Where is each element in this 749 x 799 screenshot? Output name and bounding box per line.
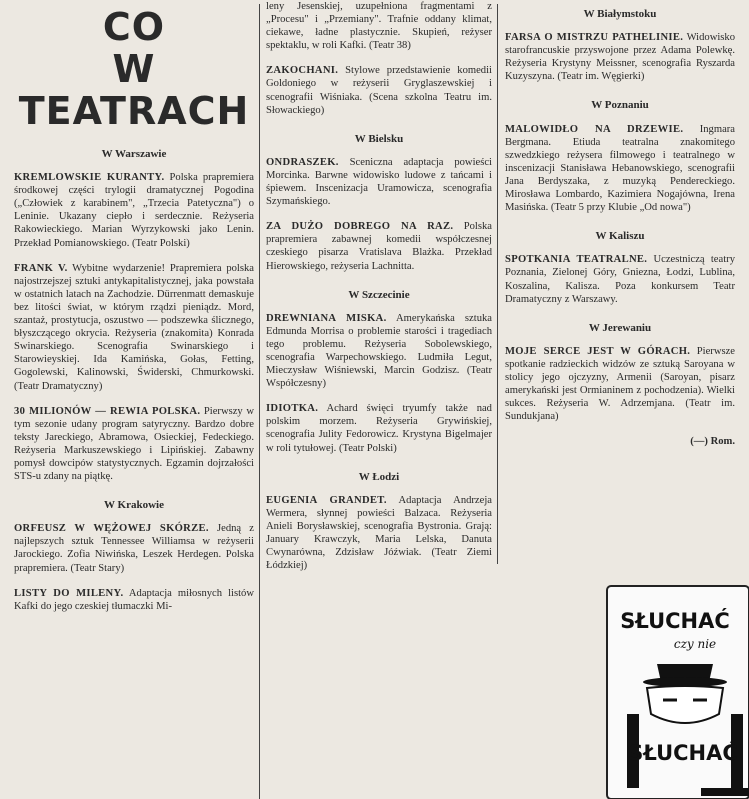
entry-text: Pierwszy w tym sezonie udany program satyryczny. Bardzo dobre teksty Jareckiego, Abramowa, Osieckiej, Fedeckiego. Reżyseria Markuszewskiego i Lipińskiej. Zabawny pomysł dowcipów statystycznych. Egzamin dojrzałości STS-u zdany na piątkę. (14, 405, 254, 483)
entry-text: leny Jesenskiej, uzupełniona fragmentami z „Procesu" i „Przemiany". Trafnie oddany klimat, ciekawe, ładne plastycznie. Skupień, reżyser spektaklu, w roli Kafki. (Teatr 38) (266, 1, 492, 52)
entry-text: Jedną z najlepszych sztuk Tennessee Williamsa w reżyserii Jarockiego. Zofia Niwińska, Leszek Herdegen. Polska prapremiera. (Teatr Stary) (14, 523, 254, 574)
cartoon-text-top: SŁUCHAĆ (620, 609, 730, 633)
entry-text: Achard święci tryumfy także nad polskim morzem. Reżyseria Grywińskiej, scenografia Julity Fedorowicz. Krystyna Bigelmajer w roli tytułowej. (Teatr Polski) (266, 403, 492, 454)
entry-text: Adaptacja Andrzeja Wermera, słynnej powieści Balzaca. Reżyseria Anieli Borysławskiej, scenografia Bystronia. Grają: January Krawczyk, Maria Lelska, Danuta Cwynarówna, Zdzisław Jóźwiak. (Teatr Ziemi Łódzkiej) (266, 494, 492, 572)
theatre-entry (505, 345, 735, 424)
cartoon-text-bottom: SŁUCHAĆ (628, 741, 738, 765)
city-heading: W Szczecinie (348, 288, 410, 301)
theatre-entry (14, 171, 254, 250)
entry-text: Ingmara Bergmana. Etiuda teatralna znakomitego szwedzkiego reżysera filmowego i teatralnego w inscenizacji Stanisława Hebanowskiego, scenografii Jana Berdyszaka, z muzyką Pendereckiego. Mirosława Lombardo, Kazimiera Nogajówna, Irena Masińska. (Teatr 5 przy Klubie „Od nowa") (505, 123, 735, 214)
play-title: MOJE SERCE JEST W GÓRACH. (505, 345, 691, 357)
entry-text: Polska prapremiera środkowej części trylogii dramatycznej Pogodina („Człowiek z karabinem", „Trzecia Patetyczna") o Leninie. Ukazany ciepło i serdecznie. Reżyseria Rakowieckiego. Marian Wyrzykowski jako Lenin. Przekład Pomianowskiego. (Teatr Polski) (14, 172, 255, 249)
city-heading: W Jerewaniu (588, 321, 652, 334)
entry-text: Wybitne wydarzenie! Prapremiera polska najostrzejszej sztuki antykapitalistycznej, jaka powstała w ostatnich latach na Zachodzie. Dürrenmatt demaskuje bez litości świat, w którym rządzi pieniądz. Mord, szantaż, prostytucja, oszustwo — podszewka ślicznego, błyszczącego okrycia. Reżyseria (znakomita) Konrada Swinarskiego. Scenografia Swinarskiego i Starowieyskiej. Ida Kamińska, Gołas, Fetting, Gogolewski, Kalinowski, Świderski, Chmurkowski. (Teatr Dramatyczny) (14, 262, 254, 392)
city-heading: W Poznaniu (591, 99, 649, 112)
column-rule-1 (259, 4, 260, 799)
play-title: FRANK V. (14, 262, 68, 274)
city-heading: W Krakowie (104, 499, 164, 512)
play-title: IDIOTKA. (266, 403, 319, 415)
theatre-entry (505, 123, 735, 215)
column-rule-2 (497, 4, 498, 564)
theatre-entry (266, 402, 492, 454)
page-title (14, 6, 254, 132)
theatre-entry (14, 405, 254, 484)
author-signature: (—) Rom. (690, 436, 735, 448)
theatre-entry (266, 64, 492, 116)
play-title: MALOWIDŁO NA DRZEWIE. (505, 123, 684, 135)
entry-text: Polska prapremiera zabawnej komedii współczesnej czeskiego pisarza Vratislava Blażka. Przekład Hierowskiego, reżyseria Lachnitta. (266, 221, 492, 272)
play-title: DREWNIANA MISKA. (266, 312, 387, 324)
cartoon-base (701, 788, 749, 796)
city-heading: W Bielsku (354, 132, 404, 145)
play-title: ONDRASZEK. (266, 156, 339, 168)
column-2 (266, 0, 492, 584)
cartoon-text-mid: czy nie (673, 637, 717, 651)
play-title: ZAKOCHANI. (266, 65, 339, 77)
theatre-entry (14, 522, 254, 574)
city-heading: W Warszawie (101, 148, 167, 160)
title-line-2: W TEATRACH (18, 47, 250, 133)
theatre-entry (266, 156, 492, 208)
play-title: 30 MILIONÓW — REWIA POLSKA. (14, 405, 201, 417)
theatre-entry (14, 262, 254, 393)
entry-text: Widowisko starofrancuskie przyswojone przez Adama Polewkę. Reżyseria Krystyny Meissner, scenografia Ryszarda Kuzyszyna. (Teatr im. Węgierki) (505, 32, 735, 83)
play-title: ORFEUSZ W WĘŻOWEJ SKÓRZE. (14, 523, 209, 535)
theatre-entry (14, 587, 254, 613)
entry-text: Adaptacja miłosnych listów Kafki do jego czeskiej tłumaczki Mi- (14, 587, 254, 612)
play-title: ZA DUŻO DOBREGO NA RAZ. (266, 221, 454, 233)
column-3 (505, 0, 735, 448)
theatre-entry (266, 220, 492, 272)
theatre-entry (266, 0, 492, 52)
theatre-entry (505, 253, 735, 305)
theatre-entry (505, 31, 735, 83)
city-heading: W Kaliszu (595, 230, 645, 243)
play-title: SPOTKANIA TEATRALNE. (505, 254, 648, 266)
entry-text: Pierwsze spotkanie radzieckich widzów ze sztuką Saroyana w stolicy jego ojczyzny, Armenii (Saroyan, pisarz amerykański jest Ormianinem z pochodzenia). Wielki sukces. Reżyseria W. Adrzemjana. (Teatr im. Sundukjana) (505, 345, 735, 423)
entry-text: Stylowe przedstawienie komedii Goldoniego w reżyserii Gryglaszewskiej i scenografii Wiśniaka. (Scena szkolna Teatru im. Słowackiego) (266, 65, 492, 116)
play-title: LISTY DO MILENY. (14, 587, 124, 599)
theatre-entry (266, 494, 492, 573)
play-title: EUGENIA GRANDET. (266, 494, 387, 506)
city-heading: W Białymstoku (583, 8, 657, 20)
play-title: FARSA O MISTRZU PATHELINIE. (505, 32, 684, 44)
play-title: KREMLOWSKIE KURANTY. (14, 172, 165, 184)
theatre-entry (266, 312, 492, 391)
entry-text: Amerykańska sztuka Edmunda Morrisa o problemie starości i tragediach tego problemu. Reżyseria Sobolewskiego, scenografia Warpechowskiego. Ludmiła Legut, Mieczysław Wiśniewski, Marcin Godzisz. (Teatr Współczesny) (266, 312, 492, 390)
title-line-1: CO (102, 5, 166, 49)
cartoon-illustration (603, 582, 749, 799)
column-1 (14, 0, 254, 625)
entry-text: Sceniczna adaptacja powieści Morcinka. Barwne widowisko ludowe z tańcami i śpiewem. Inscenizacja Uramowicza, scenografia Szymańskiego. (266, 156, 492, 208)
entry-text: Uczestniczą teatry Poznania, Zielonej Góry, Gniezna, Łodzi, Lublina, Koszalina, Kalisza. Poza konkursem Teatr Dramatyczny z Warszawy. (505, 254, 735, 305)
face-icon (647, 686, 723, 723)
city-heading: W Łodzi (358, 470, 400, 483)
